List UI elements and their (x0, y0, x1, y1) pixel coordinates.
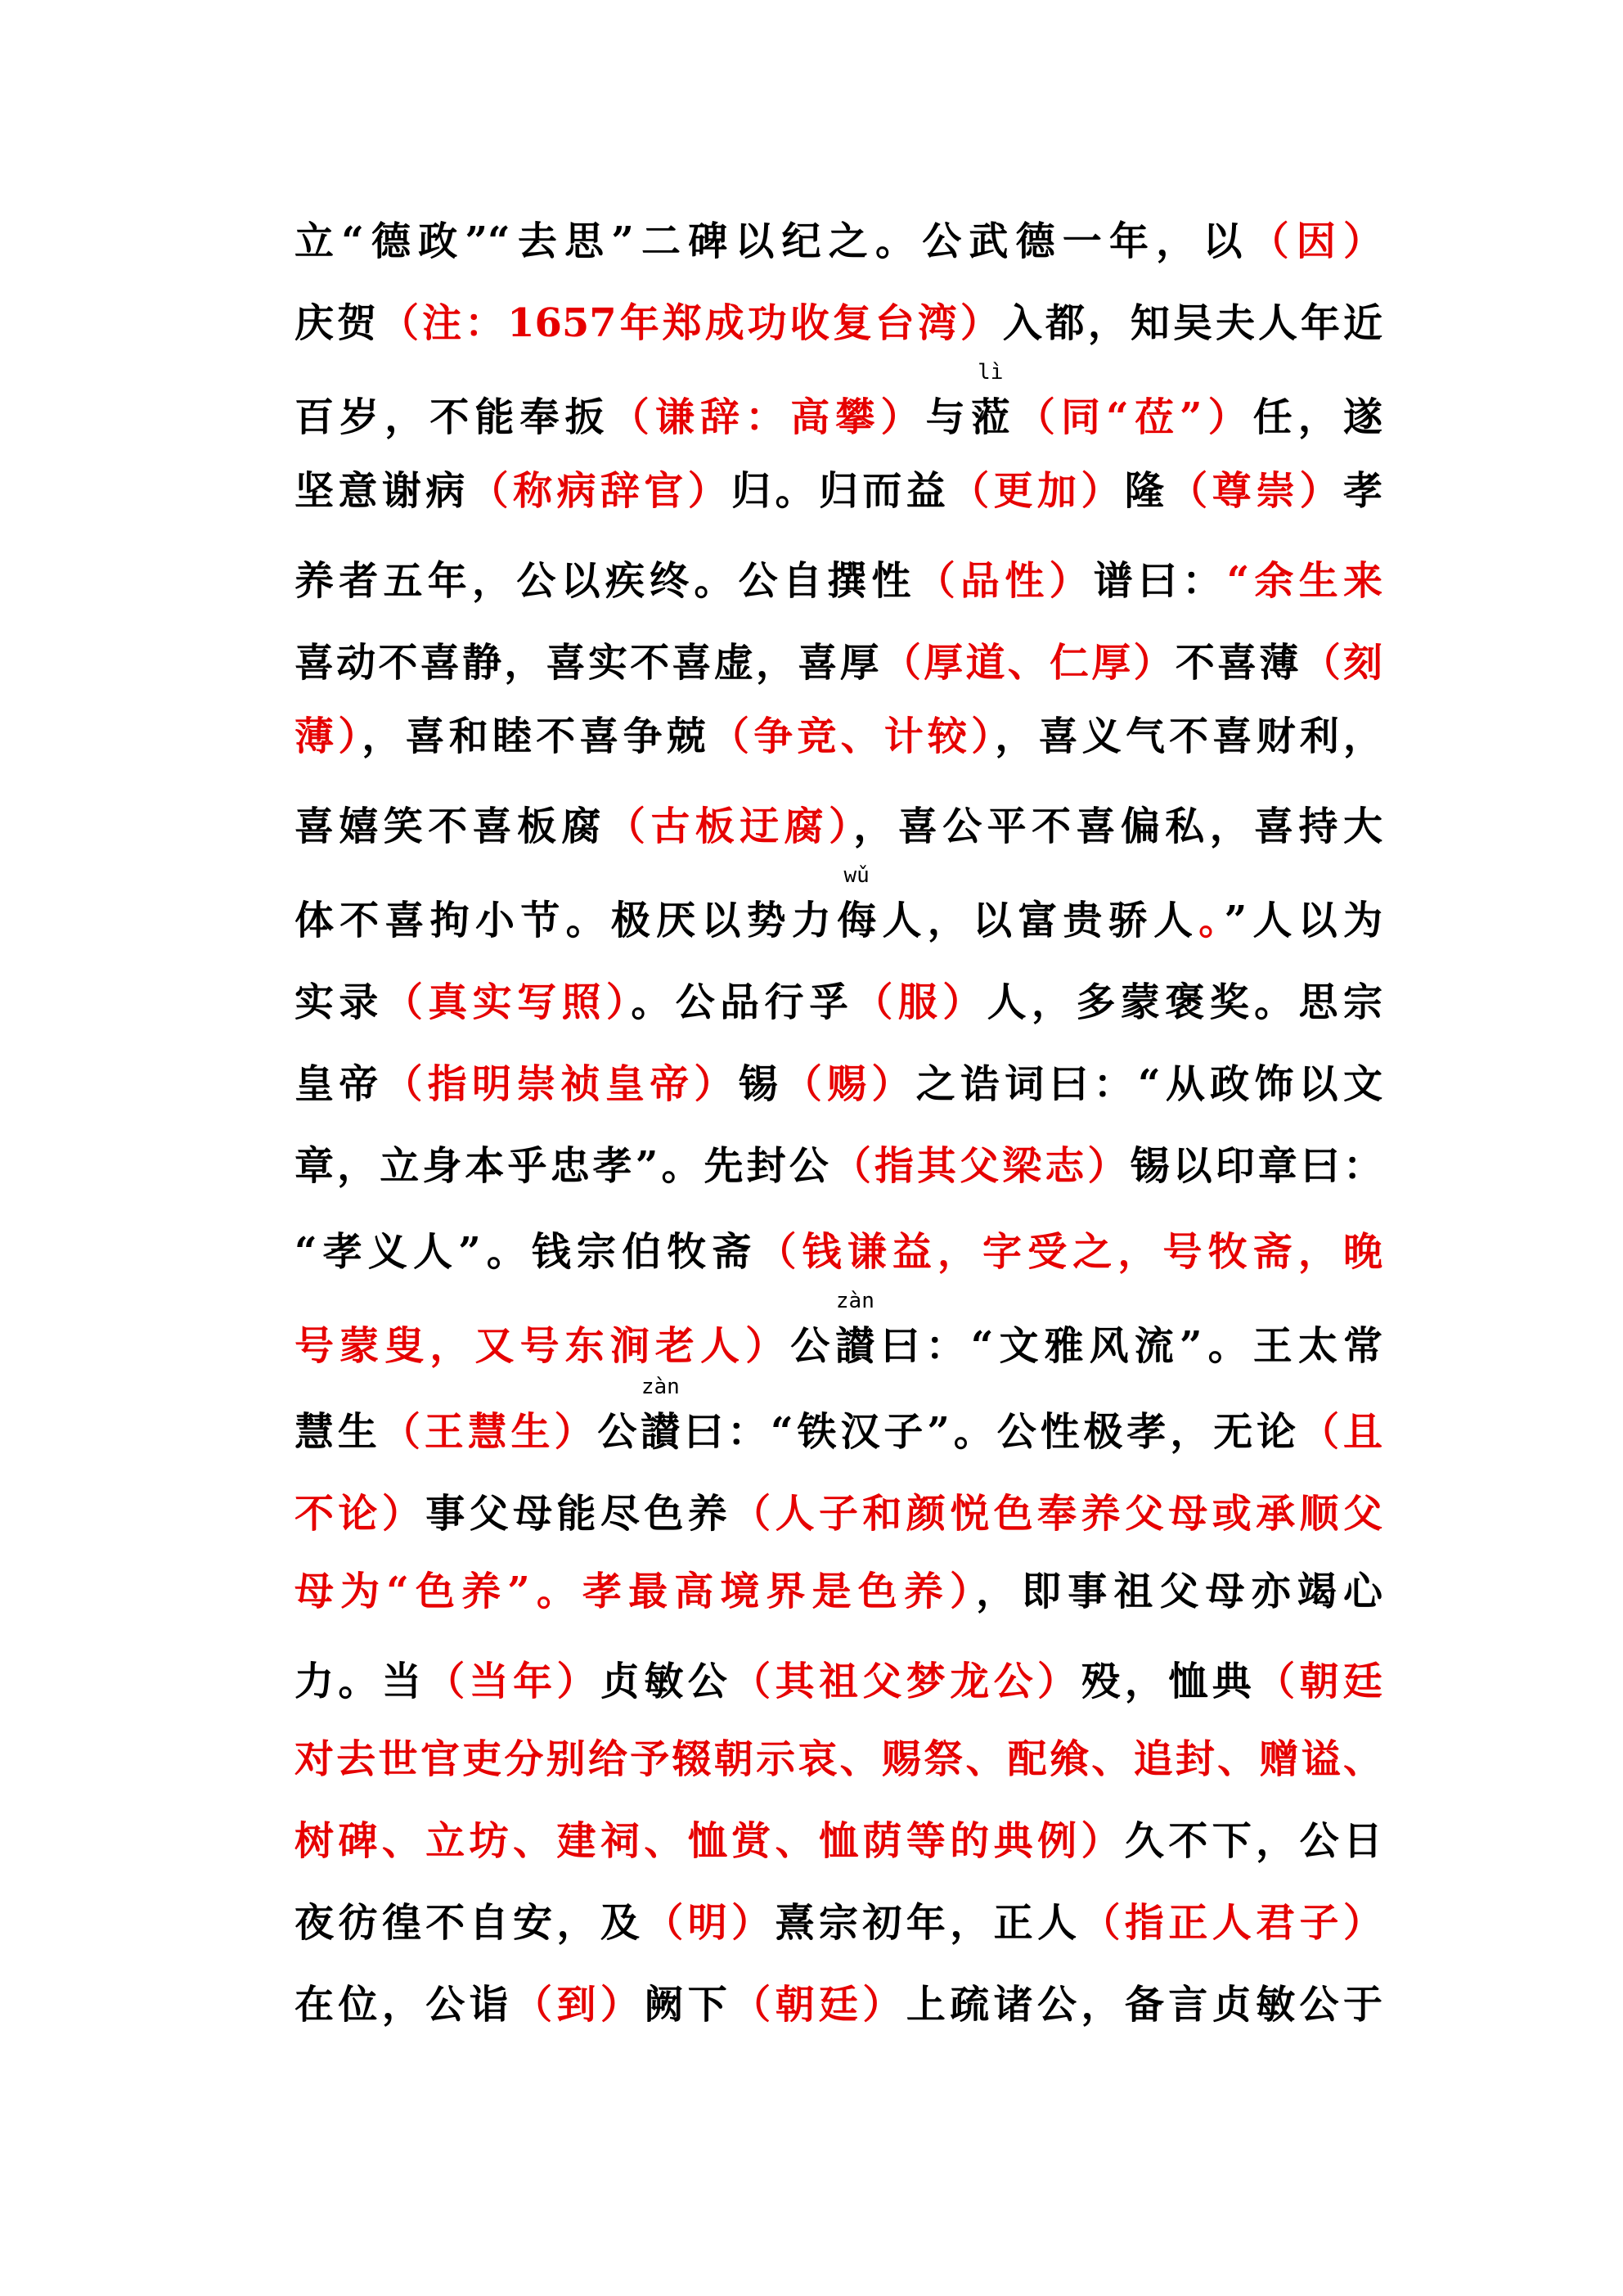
annotation-text: （尊崇） (1168, 468, 1343, 514)
text-line (294, 1481, 1382, 1546)
annotation-text: （更加） (950, 468, 1125, 514)
body-text: 谱曰： (1093, 558, 1227, 604)
body-text: 归。归而益 (731, 468, 951, 514)
annotated-character (970, 360, 1010, 450)
body-text: 实录 (294, 979, 384, 1025)
annotation-text: 号蒙叟，又号东涧老人） (294, 1323, 791, 1369)
body-text: 曰：“文雅风流”。王太常 (874, 1323, 1382, 1369)
text-line (294, 1133, 1382, 1199)
body-text: 皇帝 (294, 1061, 384, 1107)
annotation-text: （同“莅”） (1009, 394, 1253, 440)
annotation-text: （争竞、计较） (710, 714, 996, 759)
body-text: 孝 (1342, 468, 1382, 514)
body-text: 贞敏公 (600, 1659, 732, 1704)
text-line (294, 1375, 1382, 1465)
text-line (294, 704, 1382, 769)
body-text: 在位，公诣 (294, 1982, 514, 2028)
annotation-text: （且 (1300, 1409, 1382, 1455)
annotated-character (837, 863, 877, 953)
body-text: 上疏诸公，备言贞敏公于 (906, 1982, 1382, 2028)
body-text: ，喜和睦不喜争兢 (362, 714, 710, 759)
text-line (294, 548, 1382, 614)
character: 蒞 (970, 394, 1010, 440)
body-text: 体不喜拘小节。极厌以势力 (294, 898, 838, 943)
character: 讃 (835, 1323, 875, 1369)
character: 侮 (837, 898, 877, 943)
body-text: 事父母能尽色养 (425, 1491, 732, 1537)
body-text: 庆贺 (294, 300, 380, 346)
body-text: 夜彷徨不自安，及 (294, 1900, 645, 1946)
pinyin-annotation: zàn (835, 1289, 874, 1313)
text-line (294, 209, 1382, 274)
annotation-text: 薄） (294, 714, 362, 759)
annotation-text: （钱谦益，字受之，号牧斋，晚 (757, 1229, 1382, 1275)
annotation-text: （注：1657年郑成功收复台湾） (380, 300, 1003, 346)
text-line (294, 863, 1382, 953)
annotation-text: （明） (644, 1900, 776, 1946)
body-text: 公 (790, 1323, 836, 1369)
annotation-text: （指明崇祯皇帝） (383, 1061, 739, 1107)
annotation-text: （指其父梁志） (831, 1143, 1131, 1189)
annotation-text: （厚道、仁厚） (881, 640, 1176, 686)
body-text: ，喜义气不喜财利， (995, 714, 1382, 759)
annotation-text: “余生来 (1226, 558, 1382, 604)
annotation-text: （古板迂腐） (605, 804, 854, 849)
body-text: ，即事祖父母亦竭心 (976, 1569, 1382, 1614)
body-text: 曰：“铁汉子”。公性极孝，无论 (680, 1409, 1301, 1455)
annotation-text: （服） (853, 979, 987, 1025)
body-text: 不喜薄 (1175, 640, 1302, 686)
body-text: ”人以为 (1224, 898, 1382, 943)
text-line (294, 630, 1382, 696)
annotation-text: （称病辞官） (469, 468, 732, 514)
annotation-text: （朝廷 (1256, 1659, 1382, 1704)
body-text: 百岁，不能奉扳 (294, 394, 610, 440)
body-text: 之诰词曰：“从政饰以文 (915, 1061, 1382, 1107)
annotation-text: 。 (1198, 898, 1225, 943)
text-line (294, 1808, 1382, 1874)
annotation-text: （人子和颜悦色奉养父母或承顺父 (731, 1491, 1382, 1537)
text-line (294, 458, 1382, 524)
text-line (294, 970, 1382, 1035)
body-text: 人，以富贵骄人 (876, 898, 1199, 943)
annotation-text: （朝廷） (731, 1982, 906, 2028)
body-text: 力。当 (294, 1659, 426, 1704)
annotation-text: （品性） (915, 558, 1094, 604)
text-line (294, 1289, 1382, 1379)
annotation-text: （到） (513, 1982, 645, 2028)
text-line (294, 1649, 1382, 1714)
body-text: “孝义人”。钱宗伯牧斋 (294, 1229, 758, 1275)
text-line (294, 290, 1382, 356)
body-text: 。公品行孚 (631, 979, 854, 1025)
character: 讃 (641, 1409, 681, 1455)
body-text: 锡 (738, 1061, 783, 1107)
body-text: 久不下，公日 (1124, 1818, 1382, 1864)
body-text: 熹宗初年，正人 (775, 1900, 1081, 1946)
text-line (294, 1219, 1382, 1285)
text-line (294, 1727, 1382, 1792)
annotation-text: （当年） (425, 1659, 600, 1704)
text-line (294, 1890, 1382, 1956)
annotation-text: （赐） (782, 1061, 916, 1107)
body-text: 入都，知吴夫人年近 (1002, 300, 1382, 346)
annotation-text: 对去世官吏分别给予辍朝示哀、赐祭、配飨、追封、赠谥、 (294, 1736, 1382, 1782)
body-text: 人，多蒙褒奖。思宗 (987, 979, 1382, 1025)
annotation-text: （刻 (1301, 640, 1382, 686)
annotated-character (641, 1375, 681, 1465)
annotation-text: 不论） (294, 1491, 426, 1537)
body-text: 任，遂 (1252, 394, 1382, 440)
text-line (294, 360, 1382, 450)
annotation-text: （真实写照） (383, 979, 632, 1025)
body-text: 喜动不喜静，喜实不喜虚，喜厚 (294, 640, 882, 686)
body-text: 立“德政”“去思”二碑以纪之。公武德一年，以 (294, 218, 1250, 264)
annotation-text: （其祖父梦龙公） (731, 1659, 1081, 1704)
body-text: 养者五年，公以疾终。公自撰性 (294, 558, 916, 604)
body-text: 殁，恤典 (1081, 1659, 1257, 1704)
annotation-text: （王慧生） (380, 1409, 598, 1455)
body-text: 坚意谢病 (294, 468, 470, 514)
pinyin-annotation: lì (978, 360, 1004, 385)
body-text: 与 (925, 394, 971, 440)
text-line (294, 1051, 1382, 1117)
pinyin-annotation: zàn (641, 1375, 680, 1399)
body-text: 隆 (1124, 468, 1169, 514)
body-text: 章，立身本乎忠孝”。先封公 (294, 1143, 832, 1189)
body-text: 公 (597, 1409, 641, 1455)
annotation-text: （谦辞：高攀） (609, 394, 926, 440)
text-line (294, 1559, 1382, 1624)
text-line (294, 1972, 1382, 2037)
annotation-text: 树碑、立坊、建祠、恤赏、恤荫等的典例） (294, 1818, 1125, 1864)
annotation-text: （因） (1249, 218, 1382, 264)
annotated-character (835, 1289, 875, 1379)
body-text: 喜嬉笑不喜板腐 (294, 804, 606, 849)
body-text: 锡以印章曰： (1130, 1143, 1382, 1189)
annotation-text: （指正人君子） (1081, 1900, 1382, 1946)
pinyin-annotation: wǔ (843, 863, 870, 888)
annotation-text: 母为“色养”。孝最高境界是色养） (294, 1569, 977, 1614)
body-text: 慧生 (294, 1409, 381, 1455)
body-text: 阙下 (644, 1982, 732, 2028)
text-line (294, 794, 1382, 859)
body-text: ，喜公平不喜偏私，喜持大 (853, 804, 1382, 849)
